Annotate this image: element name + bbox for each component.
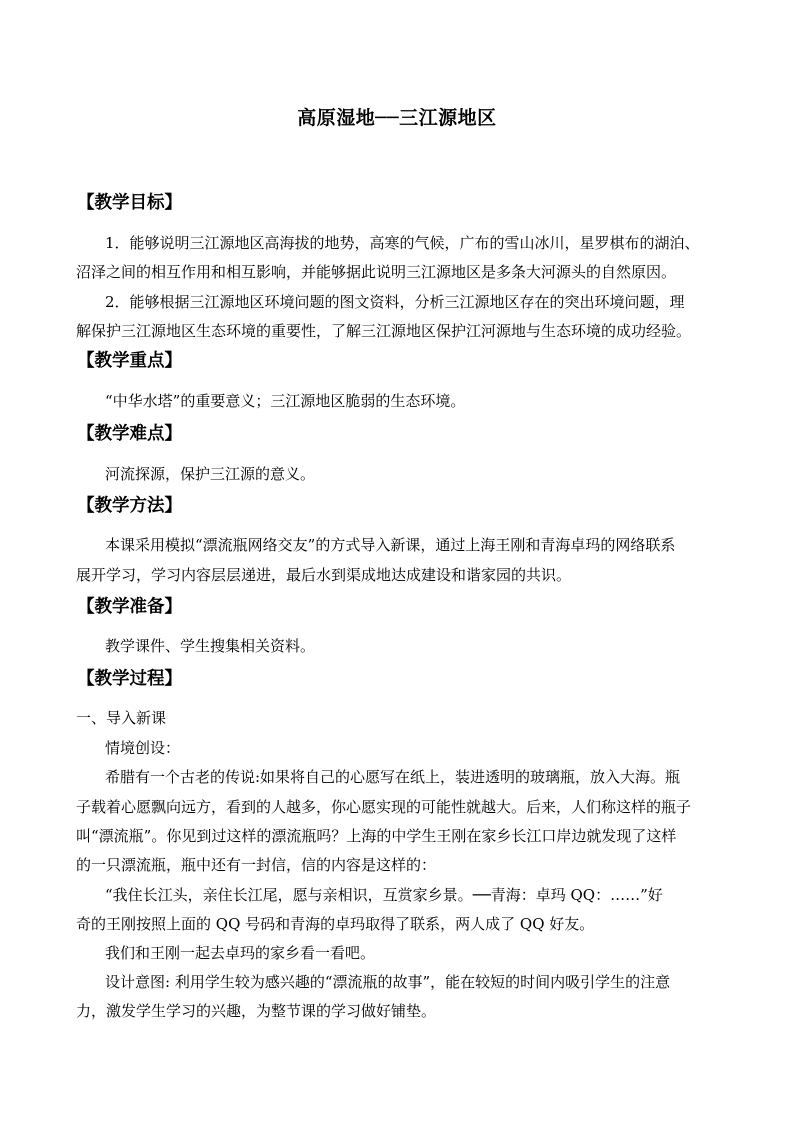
process-line-10: 设计意图: 利用学生较为感兴趣的“漂流瓶的故事”，能在较短的时间内吸引学生的注意 <box>105 973 671 991</box>
page-title: 高原湿地──三江源地区 <box>297 107 497 129</box>
section-heading-key-points: 【教学重点】 <box>77 351 182 371</box>
process-line-3: 希腊有一个古老的传说:如果将自己的心愿写在纸上，装进透明的玻璃瓶，放入大海。瓶 <box>105 768 681 786</box>
methods-line-1: 本课采用模拟“漂流瓶网络交友”的方式导入新课，通过上海王刚和青海卓玛的网络联系 <box>105 536 676 554</box>
process-line-7: “我住长江头，亲住长江尾，愿与亲相识，互赏家乡景。──青海：卓玛 QQ：……”好 <box>105 886 663 904</box>
key-points-line-1: “中华水塔”的重要意义；三江源地区脆弱的生态环境。 <box>105 392 466 410</box>
section-heading-preparation: 【教学准备】 <box>77 597 182 617</box>
goals-line-1: 1．能够说明三江源地区高海拔的地势，高寒的气候，广布的雪山冰川，星罗棋布的湖泊、 <box>105 234 700 252</box>
goals-line-4: 解保护三江源地区生态环境的重要性，了解三江源地区保护江河源地与生态环境的成功经验。 <box>76 322 692 340</box>
section-heading-process: 【教学过程】 <box>77 669 182 689</box>
section-heading-methods: 【教学方法】 <box>77 496 182 516</box>
process-line-2: 情境创设： <box>105 739 181 757</box>
section-heading-difficulties: 【教学难点】 <box>77 424 182 444</box>
process-line-1: 一、导入新课 <box>76 709 167 727</box>
process-line-4: 子载着心愿飘向远方，看到的人越多，你心愿实现的可能性就越大。后来，人们称这样的瓶子 <box>76 798 692 816</box>
process-line-11: 力，激发学生学习的兴趣，为整节课的学习做好铺垫。 <box>76 1002 437 1020</box>
process-line-9: 我们和王刚一起去卓玛的家乡看一看吧。 <box>105 944 376 962</box>
methods-line-2: 展开学习，学习内容层层递进，最后水到渠成地达成建设和谐家园的共识。 <box>76 566 572 584</box>
goals-line-3: 2．能够根据三江源地区环境问题的图文资料，分析三江源地区存在的突出环境问题，理 <box>105 293 685 311</box>
process-line-5: 叫“漂流瓶”。你见到过这样的漂流瓶吗？上海的中学生王刚在家乡长江口岸边就发现了这样 <box>76 827 677 845</box>
process-line-8: 奇的王刚按照上面的 QQ 号码和青海的卓玛取得了联系，两人成了 QQ 好友。 <box>76 915 595 933</box>
preparation-line-1: 教学课件、学生搜集相关资料。 <box>105 637 316 655</box>
section-heading-goals: 【教学目标】 <box>77 193 182 213</box>
difficulties-line-1: 河流探源，保护三江源的意义。 <box>105 465 316 483</box>
process-line-6: 的一只漂流瓶，瓶中还有一封信，信的内容是这样的： <box>76 856 437 874</box>
goals-line-2: 沼泽之间的相互作用和相互影响，并能够据此说明三江源地区是多条大河源头的自然原因。 <box>76 263 677 281</box>
